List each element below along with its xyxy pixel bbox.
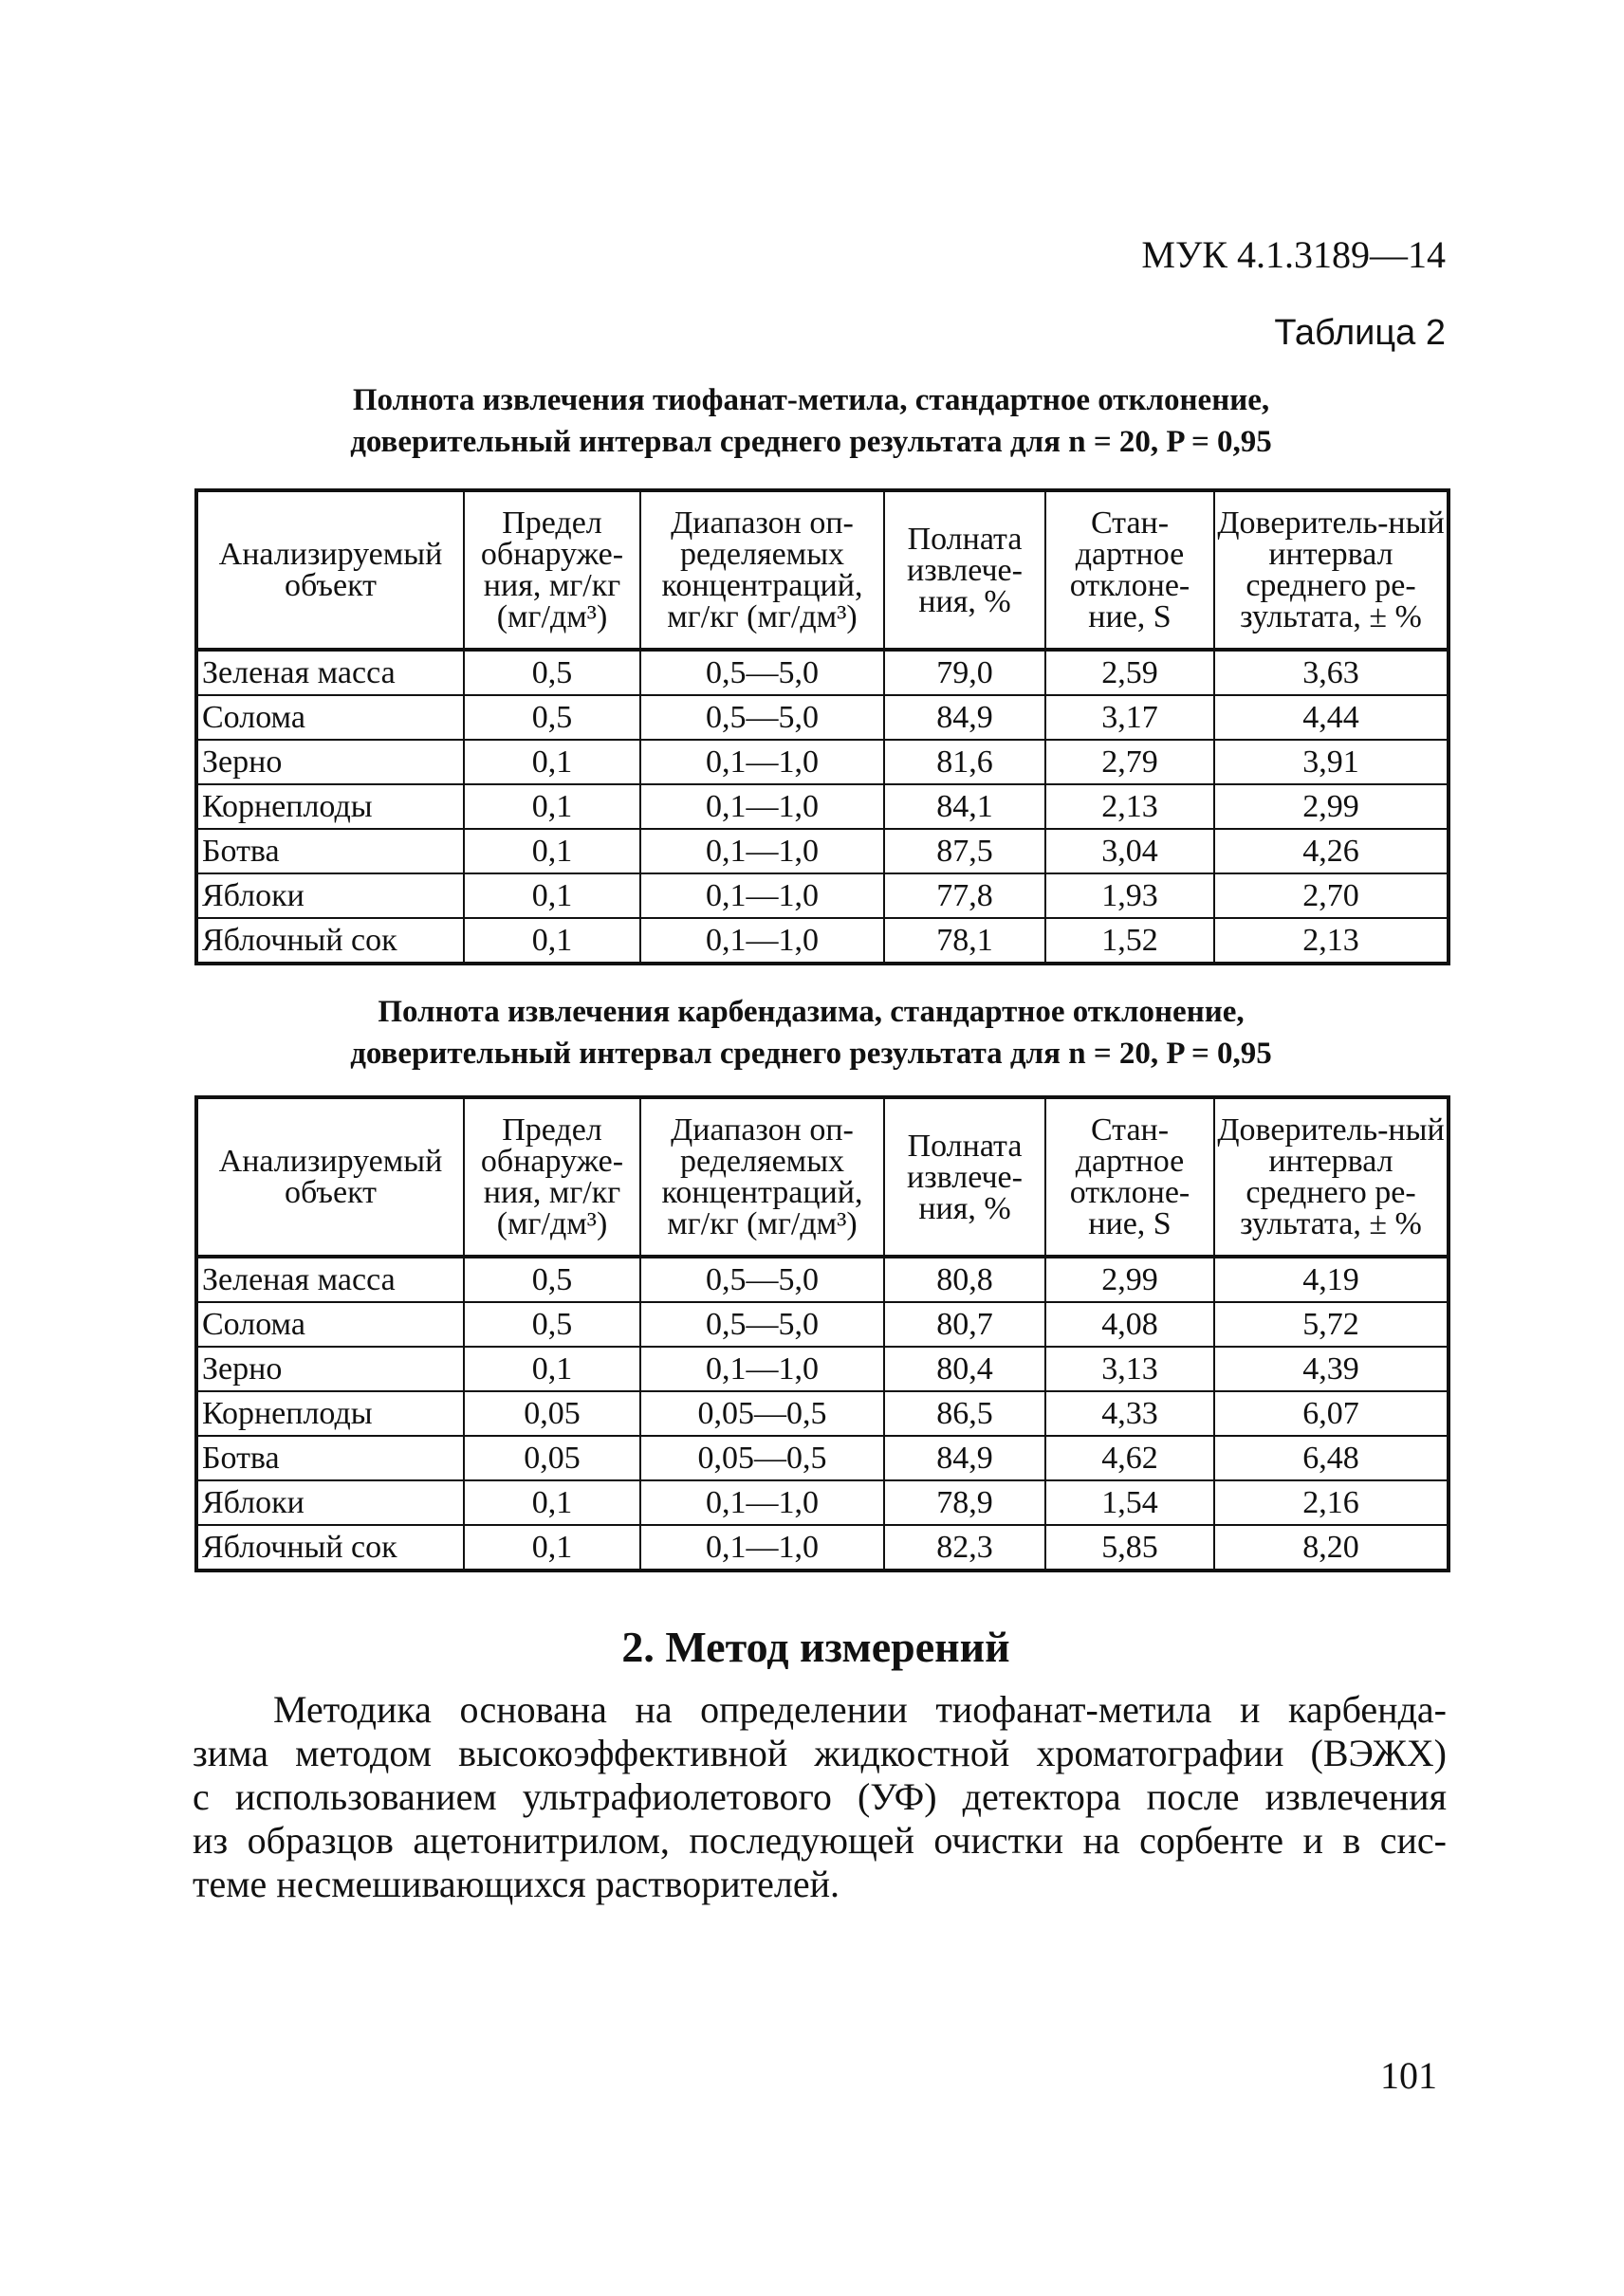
table-cell: 2,70 xyxy=(1214,873,1449,918)
table-cell: 0,1 xyxy=(464,829,640,873)
table-cell: 3,17 xyxy=(1045,695,1214,740)
table2-caption-line2: доверительный интервал среднего результата для n = 20, P = 0,95 xyxy=(350,1037,1272,1071)
table-cell: 0,5—5,0 xyxy=(640,650,884,695)
table-row xyxy=(196,1480,1449,1525)
table-cell: 4,62 xyxy=(1045,1436,1214,1480)
table-cell: Зерно xyxy=(196,1347,464,1391)
table1-header-confidence: Доверитель-ный интервал среднего ре-зультата, ± % xyxy=(1214,490,1449,650)
table-cell: 5,85 xyxy=(1045,1525,1214,1570)
table2-header-range: Диапазон оп-ределяемых концентраций, мг/кг (мг/дм³) xyxy=(640,1097,884,1257)
table-cell: 1,93 xyxy=(1045,873,1214,918)
table-cell: Ботва xyxy=(196,1436,464,1480)
table-cell: 0,5—5,0 xyxy=(640,1302,884,1347)
table-cell: 2,13 xyxy=(1045,784,1214,829)
table-cell: 77,8 xyxy=(884,873,1045,918)
section-paragraph xyxy=(193,1688,1447,1906)
table-row xyxy=(196,740,1449,784)
table-row xyxy=(196,1525,1449,1570)
table-cell: 0,1—1,0 xyxy=(640,1525,884,1570)
page-number: 101 xyxy=(1380,2054,1437,2097)
table-cell: 2,99 xyxy=(1214,784,1449,829)
table-cell: Зеленая масса xyxy=(196,650,464,695)
table1-caption xyxy=(180,379,1442,463)
table1-header-object: Анализируемый объект xyxy=(196,490,464,650)
table-cell: 4,26 xyxy=(1214,829,1449,873)
table-cell: 0,5 xyxy=(464,695,640,740)
table-cell: 0,05 xyxy=(464,1436,640,1480)
table-cell: 84,9 xyxy=(884,695,1045,740)
table-cell: 6,07 xyxy=(1214,1391,1449,1436)
table-cell: 8,20 xyxy=(1214,1525,1449,1570)
table-cell: 80,7 xyxy=(884,1302,1045,1347)
table1 xyxy=(194,488,1450,965)
table-cell: 3,04 xyxy=(1045,829,1214,873)
table-row xyxy=(196,650,1449,695)
table2-header-detection-limit: Предел обнаруже-ния, мг/кг (мг/дм³) xyxy=(464,1097,640,1257)
table-cell: Корнеплоды xyxy=(196,1391,464,1436)
table2 xyxy=(194,1095,1450,1572)
table-cell: 5,72 xyxy=(1214,1302,1449,1347)
table-cell: 82,3 xyxy=(884,1525,1045,1570)
table1-caption-line2: доверительный интервал среднего результата для n = 20, P = 0,95 xyxy=(350,425,1272,459)
table1-header-detection-limit: Предел обнаруже-ния, мг/кг (мг/дм³) xyxy=(464,490,640,650)
table-row xyxy=(196,695,1449,740)
table-cell: 2,99 xyxy=(1045,1257,1214,1302)
table1-header-std-deviation: Стан-дартное отклоне-ние, S xyxy=(1045,490,1214,650)
table-cell: Солома xyxy=(196,1302,464,1347)
table-cell: 3,91 xyxy=(1214,740,1449,784)
paragraph-line: зима методом высокоэффективной жидкостной хроматографии (ВЭЖХ) xyxy=(193,1732,1447,1774)
table-cell: 0,1 xyxy=(464,1525,640,1570)
table-cell: 0,1 xyxy=(464,918,640,964)
table-cell: 81,6 xyxy=(884,740,1045,784)
table-row xyxy=(196,784,1449,829)
table2-header-row xyxy=(196,1097,1449,1257)
table-cell: Корнеплоды xyxy=(196,784,464,829)
table-cell: 80,8 xyxy=(884,1257,1045,1302)
paragraph-line: теме несмешивающихся растворителей. xyxy=(193,1863,840,1905)
table-cell: 4,33 xyxy=(1045,1391,1214,1436)
table-cell: 78,1 xyxy=(884,918,1045,964)
table1-header-recovery: Полната извлече-ния, % xyxy=(884,490,1045,650)
table-cell: 4,44 xyxy=(1214,695,1449,740)
table-row xyxy=(196,1347,1449,1391)
table-cell: 2,16 xyxy=(1214,1480,1449,1525)
table-cell: Зеленая масса xyxy=(196,1257,464,1302)
table-cell: 0,1 xyxy=(464,873,640,918)
table2-header-std-deviation: Стан-дартное отклоне-ние, S xyxy=(1045,1097,1214,1257)
table-row xyxy=(196,1391,1449,1436)
table1-header-range: Диапазон оп-ределяемых концентраций, мг/кг (мг/дм³) xyxy=(640,490,884,650)
table-cell: 0,1—1,0 xyxy=(640,1480,884,1525)
table-cell: 1,54 xyxy=(1045,1480,1214,1525)
table-cell: 0,1—1,0 xyxy=(640,873,884,918)
document-code: МУК 4.1.3189—14 xyxy=(1141,233,1446,276)
table2-header-confidence: Доверитель-ный интервал среднего ре-зультата, ± % xyxy=(1214,1097,1449,1257)
table-cell: Яблочный сок xyxy=(196,1525,464,1570)
table-cell: 87,5 xyxy=(884,829,1045,873)
table-cell: 0,1 xyxy=(464,1347,640,1391)
table-cell: 0,05—0,5 xyxy=(640,1436,884,1480)
table-row xyxy=(196,1436,1449,1480)
table-cell: 0,1—1,0 xyxy=(640,1347,884,1391)
table2-caption-line1: Полнота извлечения карбендазима, стандартное отклонение, xyxy=(378,995,1245,1029)
table-cell: 1,52 xyxy=(1045,918,1214,964)
table-cell: 0,1—1,0 xyxy=(640,784,884,829)
table-cell: 0,5 xyxy=(464,1257,640,1302)
table-cell: 80,4 xyxy=(884,1347,1045,1391)
table-cell: 2,59 xyxy=(1045,650,1214,695)
table-cell: 3,63 xyxy=(1214,650,1449,695)
table-cell: 86,5 xyxy=(884,1391,1045,1436)
table-cell: 2,79 xyxy=(1045,740,1214,784)
table-cell: 0,1 xyxy=(464,740,640,784)
table-cell: 0,5 xyxy=(464,650,640,695)
table-cell: 6,48 xyxy=(1214,1436,1449,1480)
table-cell: Яблочный сок xyxy=(196,918,464,964)
table-cell: Зерно xyxy=(196,740,464,784)
table-cell: 0,1 xyxy=(464,784,640,829)
table-cell: Яблоки xyxy=(196,873,464,918)
table-cell: 84,9 xyxy=(884,1436,1045,1480)
table-cell: 0,1 xyxy=(464,1480,640,1525)
table-cell: 0,05 xyxy=(464,1391,640,1436)
table-cell: 84,1 xyxy=(884,784,1045,829)
table-cell: Ботва xyxy=(196,829,464,873)
table-cell: 78,9 xyxy=(884,1480,1045,1525)
table-cell: 0,1—1,0 xyxy=(640,740,884,784)
table-row xyxy=(196,1257,1449,1302)
table-label: Таблица 2 xyxy=(1274,313,1446,353)
table2-header-recovery: Полната извлече-ния, % xyxy=(884,1097,1045,1257)
table-cell: 0,05—0,5 xyxy=(640,1391,884,1436)
table-cell: 3,13 xyxy=(1045,1347,1214,1391)
table-row xyxy=(196,918,1449,964)
table-cell: 0,1—1,0 xyxy=(640,918,884,964)
table-cell: 0,1—1,0 xyxy=(640,829,884,873)
table-cell: Солома xyxy=(196,695,464,740)
table-cell: 4,19 xyxy=(1214,1257,1449,1302)
table-cell: 79,0 xyxy=(884,650,1045,695)
table-row xyxy=(196,1302,1449,1347)
table-cell: 4,39 xyxy=(1214,1347,1449,1391)
section-title: 2. Метод измерений xyxy=(621,1623,1010,1671)
table-cell: 0,5—5,0 xyxy=(640,1257,884,1302)
table-cell: 2,13 xyxy=(1214,918,1449,964)
table-row xyxy=(196,873,1449,918)
table-cell: Яблоки xyxy=(196,1480,464,1525)
table2-header-object: Анализируемый объект xyxy=(196,1097,464,1257)
paragraph-line: Методика основана на определении тиофанат-метила и карбенда- xyxy=(273,1688,1447,1731)
paragraph-line: с использованием ультрафиолетового (УФ) детектора после извлечения xyxy=(193,1775,1447,1818)
table-cell: 0,5—5,0 xyxy=(640,695,884,740)
table2-caption xyxy=(180,991,1442,1075)
table1-caption-line1: Полнота извлечения тиофанат-метила, стандартное отклонение, xyxy=(352,383,1270,417)
table-row xyxy=(196,829,1449,873)
table-cell: 0,5 xyxy=(464,1302,640,1347)
table-cell: 4,08 xyxy=(1045,1302,1214,1347)
table1-header-row xyxy=(196,490,1449,650)
paragraph-line: из образцов ацетонитрилом, последующей очистки на сорбенте и в сис- xyxy=(193,1819,1447,1862)
